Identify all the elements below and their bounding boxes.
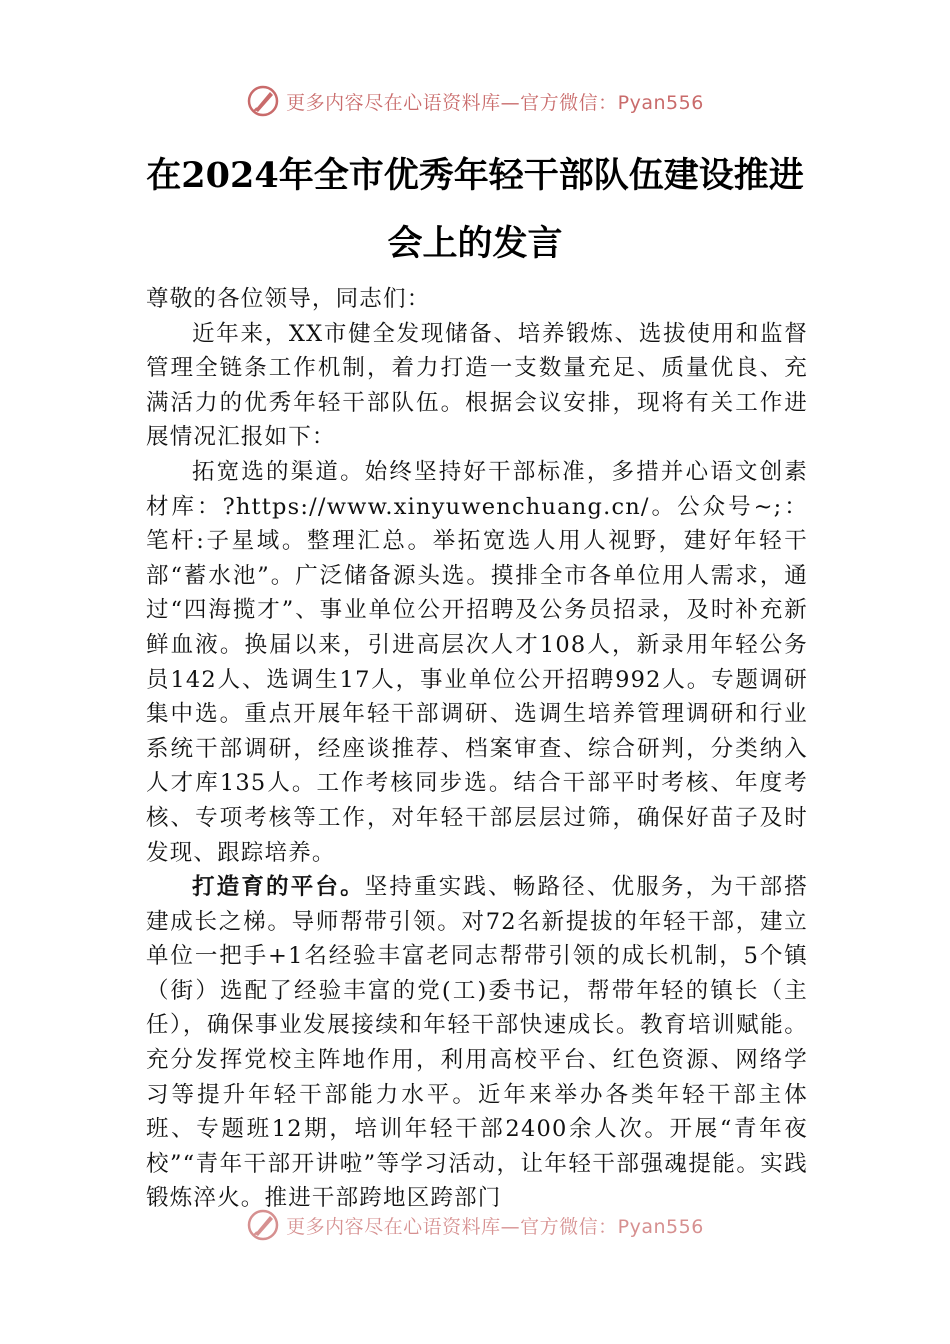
paragraph-build-platform	[146, 870, 808, 1216]
pen-logo-icon	[246, 84, 280, 118]
watermark-text: 更多内容尽在心语资料库—官方微信：Pyan556	[286, 91, 704, 114]
watermark-header	[0, 84, 950, 118]
paragraph-body-text: 坚持重实践、畅路径、优服务，为干部搭建成长之梯。导师帮带引领。对72名新提拔的年轻干部，建立单位一把手+1名经验丰富老同志帮带引领的成长机制，5个镇（街）选配了经验丰富的党(工)委书记，帮带年轻的镇长（主任），确保事业发展接续和年轻干部快速成长。教育培训赋能。充分发挥党校主阵地作用，利用高校平台、红色资源、网络学习等提升年轻干部能力水平。近年来举办各类年轻干部主体班、专题班12期，培训年轻干部2400余人次。开展“青年夜校”“青年干部开讲啦”等学习活动，让年轻干部强魂提能。实践锻炼淬火。推进干部跨地区跨部门	[146, 874, 808, 1212]
watermark-footer	[0, 1208, 950, 1242]
salutation: 尊敬的各位领导，同志们：	[146, 286, 431, 312]
pen-logo-icon	[246, 1208, 280, 1242]
paragraph-broaden-selection: 拓宽选的渠道。始终坚持好干部标准，多措并心语文创素材库：?https://www.xinyuwenchuang.cn/。公众号~;：笔杆:子星域。整理汇总。举拓宽选人用人视野，建好年轻干部“蓄水池”。广泛储备源头选。摸排全市各单位用人需求，通过“四海揽才”、事业单位公开招聘及公务员招录，及时补充新鲜血液。换届以来，引进高层次人才108人，新录用年轻公务员142人、选调生17人，事业单位公开招聘992人。专题调研集中选。重点开展年轻干部调研、选调生培养管理调研和行业系统干部调研，经座谈推荐、档案审查、综合研判，分类纳入人才库135人。工作考核同步选。结合干部平时考核、年度考核、专项考核等工作，对年轻干部层层过筛，确保好苗子及时发现、跟踪培养。	[146, 458, 808, 866]
page-title-line1: 在2024年全市优秀年轻干部队伍建设推进	[146, 155, 804, 196]
page-title-line2: 会上的发言	[387, 223, 563, 264]
paragraph-intro: 近年来，XX市健全发现储备、培养锻炼、选拔使用和监督管理全链条工作机制，着力打造一支数量充足、质量优良、充满活力的优秀年轻干部队伍。根据会议安排，现将有关工作进展情况汇报如下：	[146, 320, 808, 451]
document-body	[146, 282, 808, 1216]
paragraph-lead-heading: 打造育的平台。	[192, 874, 365, 901]
watermark-text: 更多内容尽在心语资料库—官方微信：Pyan556	[286, 1215, 704, 1238]
